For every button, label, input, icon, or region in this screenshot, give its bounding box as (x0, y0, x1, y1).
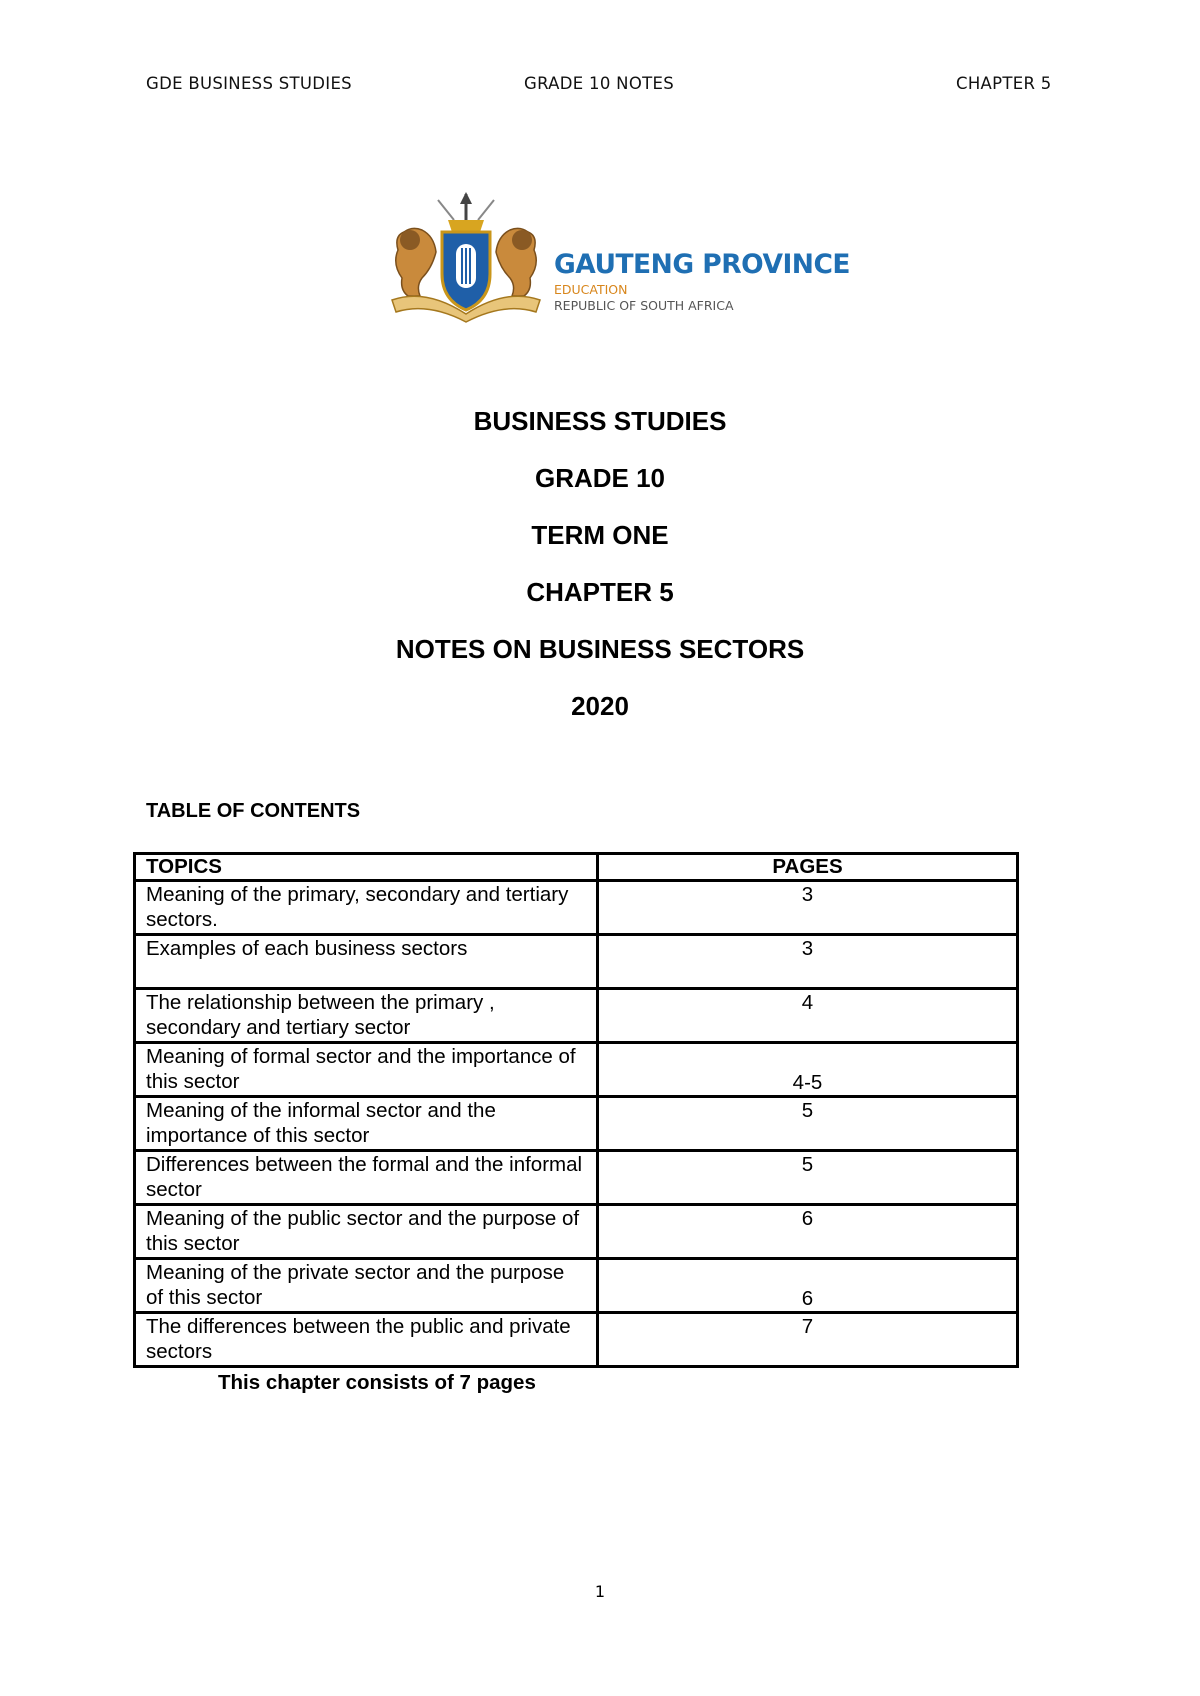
toc-page: 5 (598, 1097, 1018, 1151)
title-grade: GRADE 10 (534, 463, 666, 493)
toc-page: 3 (598, 935, 1018, 989)
toc-page: 7 (598, 1313, 1018, 1367)
toc-page: 4-5 (598, 1043, 1018, 1097)
toc-row (135, 1259, 1018, 1313)
toc-page: 4 (598, 989, 1018, 1043)
toc-row (135, 989, 1018, 1043)
header-left: GDE BUSINESS STUDIES (146, 74, 352, 93)
toc-row (135, 1097, 1018, 1151)
toc-table (133, 852, 1019, 1368)
title-topic: NOTES ON BUSINESS SECTORS (395, 634, 805, 664)
toc-column-topics: TOPICS (135, 854, 598, 881)
toc-row (135, 1043, 1018, 1097)
gauteng-education-logo (386, 192, 851, 324)
toc-column-pages: PAGES (598, 854, 1018, 881)
toc-page: 5 (598, 1151, 1018, 1205)
toc-topic: The differences between the public and private sectors (135, 1313, 598, 1367)
header-center: GRADE 10 NOTES (524, 74, 674, 93)
toc-topic: Meaning of the informal sector and the importance of this sector (135, 1097, 598, 1151)
toc-row (135, 935, 1018, 989)
header-right: CHAPTER 5 (956, 74, 1052, 93)
logo-title: GAUTENG PROVINCE (554, 249, 851, 280)
toc-row (135, 1205, 1018, 1259)
toc-page: 6 (598, 1205, 1018, 1259)
toc-topic: Differences between the formal and the informal sector (135, 1151, 598, 1205)
toc-row (135, 1313, 1018, 1367)
toc-row (135, 1151, 1018, 1205)
coat-of-arms-icon (386, 192, 546, 324)
toc-topic: Meaning of the primary, secondary and tertiary sectors. (135, 881, 598, 935)
toc-topic: Meaning of formal sector and the importance of this sector (135, 1043, 598, 1097)
toc-heading: TABLE OF CONTENTS (146, 800, 361, 822)
title-term: TERM ONE (531, 520, 669, 550)
toc-topic: Meaning of the private sector and the purpose of this sector (135, 1259, 598, 1313)
logo-subtitle: EDUCATION (554, 282, 628, 297)
chapter-length-note: This chapter consists of 7 pages (218, 1371, 536, 1394)
toc-row (135, 881, 1018, 935)
logo-tagline: REPUBLIC OF SOUTH AFRICA (554, 298, 734, 313)
title-year: 2020 (571, 691, 629, 721)
page-number: 1 (594, 1582, 606, 1601)
title-subject: BUSINESS STUDIES (473, 406, 727, 436)
title-chapter: CHAPTER 5 (526, 577, 674, 607)
toc-topic: The relationship between the primary , secondary and tertiary sector (135, 989, 598, 1043)
toc-page: 3 (598, 881, 1018, 935)
toc-header-row (135, 854, 1018, 881)
toc-page: 6 (598, 1259, 1018, 1313)
toc-topic: Meaning of the public sector and the purpose of this sector (135, 1205, 598, 1259)
toc-topic: Examples of each business sectors (135, 935, 598, 989)
